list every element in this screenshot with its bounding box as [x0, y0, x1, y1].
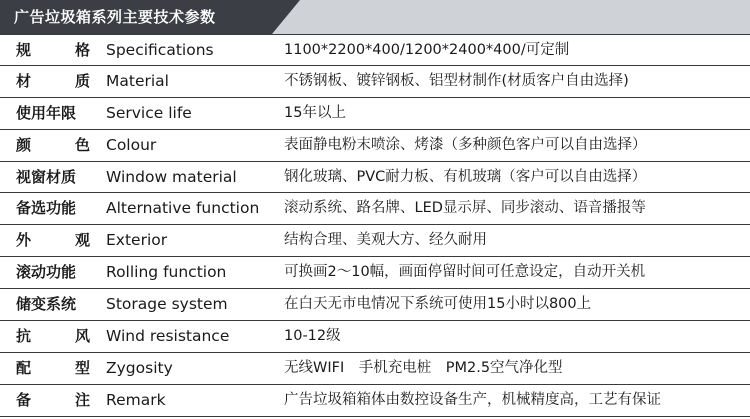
row-label-cn-part: 质	[74, 71, 90, 90]
row-label-cn-part: 储变系统	[16, 295, 77, 314]
row-value: 表面静电粉末喷涂、烤漆（多种颜色客户可以自由选择）	[284, 136, 647, 153]
row-label-cn-part: 使用年限	[16, 103, 77, 122]
row-value: 1100*2200*400/1200*2400*400/可定制	[284, 42, 570, 58]
spec-table	[0, 34, 750, 417]
table-row	[0, 162, 750, 194]
row-label-cn-part: 颜	[16, 135, 32, 154]
row-label-cn-part: 备选功能	[16, 199, 77, 218]
row-label-cn-part: 滚动功能	[16, 263, 77, 282]
row-label-cn	[16, 257, 90, 288]
row-value: 钢化玻璃、PVC耐力板、有机玻璃（客户可以自由选择）	[284, 168, 647, 185]
row-value: 广告垃圾箱箱体由数控设备生产，机械精度高，工艺有保证	[284, 391, 661, 408]
row-label-en: Material	[106, 71, 169, 90]
row-value: 10-12级	[284, 328, 341, 345]
row-label-cn-part: 规	[16, 41, 32, 59]
row-label-en: Zygosity	[106, 358, 173, 377]
row-label-en: Alternative function	[106, 199, 260, 218]
row-label-en: Storage system	[106, 295, 228, 314]
row-label-cn	[16, 225, 90, 256]
row-label-en: Window material	[106, 167, 237, 186]
row-label-cn	[16, 353, 90, 384]
row-label-en: Exterior	[106, 231, 168, 250]
row-label-en: Service life	[106, 103, 192, 122]
table-row	[0, 98, 750, 130]
row-label-en: Remark	[106, 390, 166, 409]
row-label-cn-part: 备	[16, 390, 32, 409]
row-label-cn	[16, 162, 90, 193]
row-value: 15年以上	[284, 104, 346, 121]
row-label-cn	[16, 130, 90, 161]
row-value: 滚动系统、路名牌、LED显示屏、同步滚动、语音播报等	[284, 200, 646, 217]
row-label-cn	[16, 35, 90, 66]
row-label-cn-part: 配	[16, 358, 32, 377]
table-row	[0, 385, 750, 417]
table-row	[0, 66, 750, 98]
row-value: 结构合理、美观大方、经久耐用	[284, 232, 487, 249]
row-label-en: Specifications	[106, 41, 214, 59]
row-label-en: Rolling function	[106, 263, 227, 282]
row-label-cn-part: 材	[16, 71, 32, 90]
row-label-cn	[16, 193, 90, 224]
row-value: 在白天无市电情况下系统可使用15小时以800上	[284, 296, 592, 313]
row-label-cn-part: 外	[16, 231, 32, 250]
row-label-cn	[16, 66, 90, 97]
page-title: 广告垃圾箱系列主要技术参数	[14, 8, 216, 26]
row-label-cn-part: 色	[74, 135, 90, 154]
table-row	[0, 193, 750, 225]
row-value: 不锈钢板、镀锌钢板、铝型材制作(材质客户自由选择)	[284, 72, 629, 89]
table-row	[0, 321, 750, 353]
row-label-cn-part: 抗	[16, 327, 32, 346]
row-label-cn	[16, 321, 90, 352]
table-row	[0, 130, 750, 162]
row-label-cn-part: 观	[74, 231, 90, 250]
row-label-cn-part: 视窗材质	[16, 167, 77, 186]
row-label-cn-part: 注	[74, 390, 90, 409]
row-label-cn-part: 格	[74, 41, 90, 59]
row-label-cn-part: 型	[74, 358, 90, 377]
row-label-cn	[16, 98, 90, 129]
table-row	[0, 225, 750, 257]
table-row	[0, 353, 750, 385]
row-label-en: Colour	[106, 135, 157, 154]
row-label-cn	[16, 289, 90, 320]
table-row	[0, 34, 750, 66]
row-value: 可换画2～10幅，画面停留时间可任意设定，自动开关机	[284, 264, 646, 281]
table-row	[0, 257, 750, 289]
table-row	[0, 289, 750, 321]
row-value: 无线WIFI 手机充电桩 PM2.5空气净化型	[284, 359, 563, 376]
row-label-cn	[16, 385, 90, 416]
row-label-cn-part: 风	[74, 327, 90, 346]
table-header	[0, 0, 750, 34]
row-label-en: Wind resistance	[106, 327, 230, 346]
